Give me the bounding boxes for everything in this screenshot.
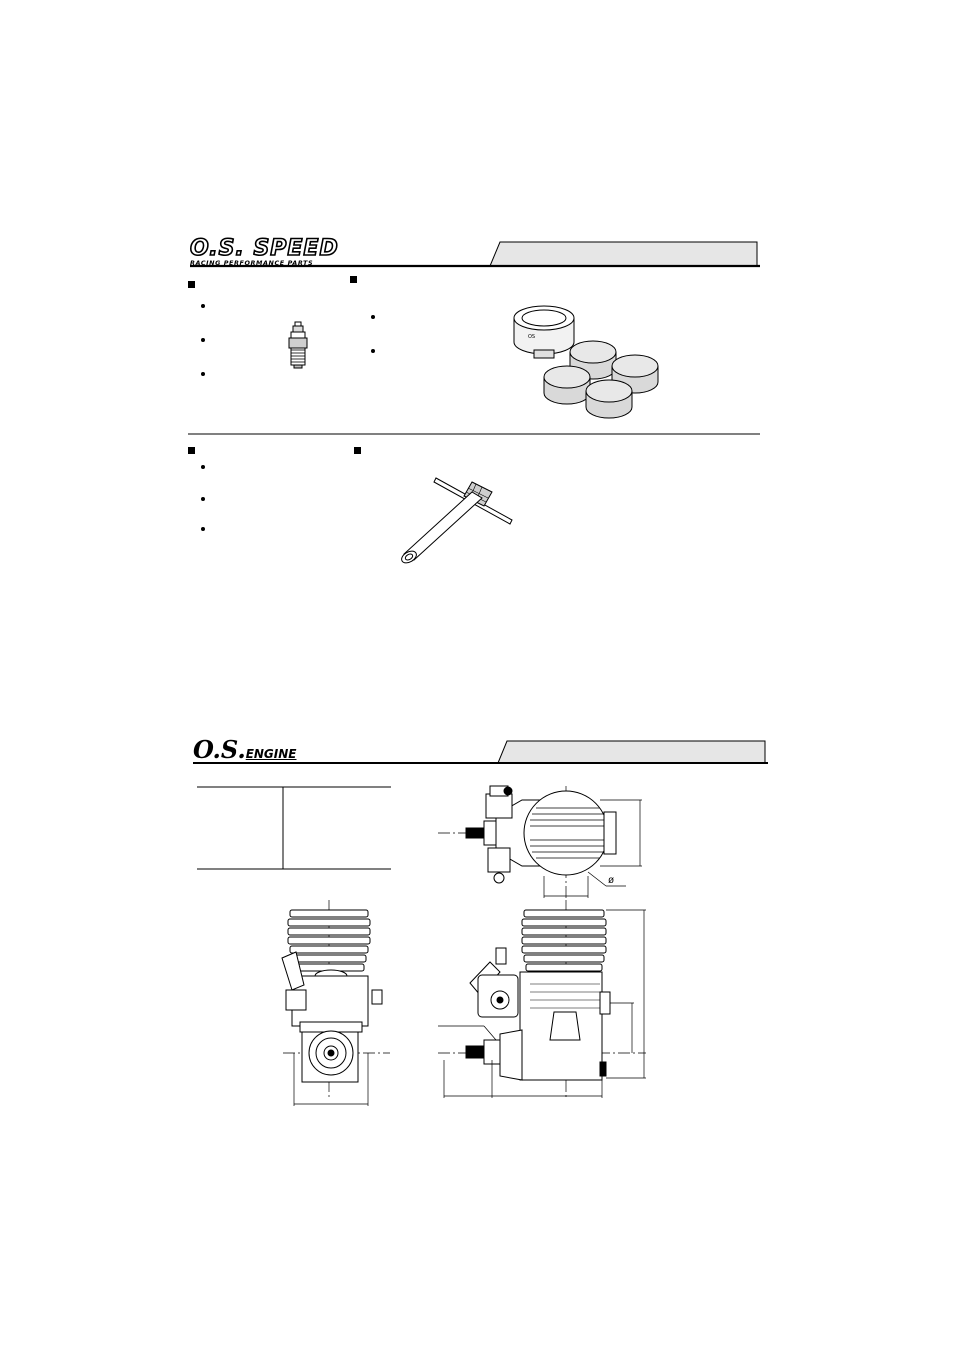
svg-text:OS: OS [528,334,536,340]
engine-front-view [282,900,390,1106]
diameter-symbol: ø [608,875,615,886]
os-speed-tagline: RACING PERFORMANCE PARTS [190,259,314,267]
os-engine-logo-os: O.S. [193,735,246,764]
os-engine-logo-engine: ENGINE [245,747,297,761]
os-speed-logo-text: O.S. SPEED [190,236,339,261]
engine-side-view [438,900,646,1100]
